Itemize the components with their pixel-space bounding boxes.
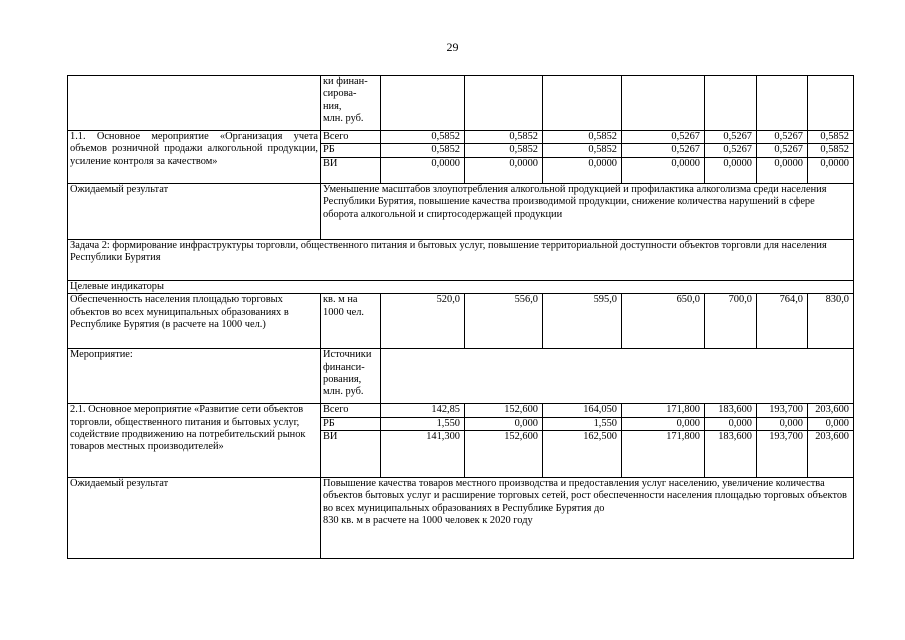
indicator-value: 764,0	[757, 294, 808, 349]
expected-result-text: Повышение качества товаров местного производства и предоставления услуг населению, увеличение количества объектов бытовых услуг и расширение торговых сетей, рост обеспеченности населения площадью торговых объектов во всех муниципальных образованиях в Республике Бурятия до 830 кв. м в расчете на 1000 человек к 2020 году	[321, 478, 854, 559]
expected-result-1-row	[68, 183, 854, 239]
indicator-row	[68, 294, 854, 349]
value-cell: 171,800	[622, 404, 705, 417]
page-number: 29	[446, 40, 459, 54]
value-cell: 0,5852	[808, 144, 854, 157]
indicator-value: 830,0	[808, 294, 854, 349]
event-2-row-total	[68, 404, 854, 417]
indicator-value: 556,0	[465, 294, 543, 349]
value-cell: 1,550	[543, 417, 622, 430]
value-cell: 183,600	[705, 431, 757, 478]
value-cell: 193,700	[757, 404, 808, 417]
value-cell: 0,5852	[465, 131, 543, 144]
value-cell: 171,800	[622, 431, 705, 478]
value-cell: 0,5852	[465, 144, 543, 157]
event-2-label: 2.1. Основное мероприятие «Развитие сети объектов торговли, общественного питания и бытовых услуг, содействие продвижению на потребительский рынок товаров местных производителей»	[68, 404, 321, 478]
indicators-header-row	[68, 280, 854, 293]
source-label: РБ	[321, 144, 381, 157]
value-cell: 0,0000	[381, 157, 465, 183]
value-cell: 0,5267	[622, 144, 705, 157]
value-cell: 203,600	[808, 404, 854, 417]
value-cell: 0,000	[465, 417, 543, 430]
value-cell: 0,0000	[465, 157, 543, 183]
value-cell: 0,5852	[381, 131, 465, 144]
value-cell: 141,300	[381, 431, 465, 478]
indicator-value: 595,0	[543, 294, 622, 349]
expected-result-text: Уменьшение масштабов злоупотребления алкогольной продукцией и профилактика алкоголизма среди населения Республики Бурятия, повышение качества производимой продукции, снижение количества нарушений в сфере оборота алкогольной и спиртосодержащей продукции	[321, 183, 854, 239]
expected-result-label: Ожидаемый результат	[68, 478, 321, 559]
value-cell: 164,050	[543, 404, 622, 417]
source-label: ВИ	[321, 157, 381, 183]
value-cell: 152,600	[465, 404, 543, 417]
indicator-value: 700,0	[705, 294, 757, 349]
value-cell: 152,600	[465, 431, 543, 478]
value-cell: 0,5267	[622, 131, 705, 144]
value-cell: 0,5267	[757, 131, 808, 144]
source-label: Всего	[321, 131, 381, 144]
value-cell: 0,5852	[543, 131, 622, 144]
indicator-value: 650,0	[622, 294, 705, 349]
expected-result-2-row	[68, 478, 854, 559]
value-cell: 0,5852	[808, 131, 854, 144]
value-cell: 0,000	[705, 417, 757, 430]
value-cell: 0,000	[622, 417, 705, 430]
value-cell: 193,700	[757, 431, 808, 478]
continuation-header-row	[68, 76, 854, 131]
measure-header-row	[68, 349, 854, 404]
financing-source-caption: ки финан- сирова- ния, млн. руб.	[321, 76, 381, 131]
task-2-row	[68, 239, 854, 280]
value-cell: 0,000	[757, 417, 808, 430]
value-cell: 203,600	[808, 431, 854, 478]
value-cell: 0,000	[808, 417, 854, 430]
value-cell: 0,0000	[705, 157, 757, 183]
source-label: Всего	[321, 404, 381, 417]
value-cell: 0,0000	[543, 157, 622, 183]
indicator-unit: кв. м на 1000 чел.	[321, 294, 381, 349]
expected-result-label: Ожидаемый результат	[68, 183, 321, 239]
financing-source-caption: Источники финанси- рования, млн. руб.	[321, 349, 381, 404]
value-cell: 0,0000	[757, 157, 808, 183]
task-2-text: Задача 2: формирование инфраструктуры торговли, общественного питания и бытовых услуг, повышение территориальной доступности объектов торговли для населения Республики Бурятия	[68, 239, 854, 280]
value-cell: 0,5267	[705, 144, 757, 157]
event-1-label: 1.1. Основное мероприятие «Организация учета объемов розничной продажи алкогольной продукции, усиление контроля за качеством»	[68, 131, 321, 184]
program-table	[67, 75, 854, 559]
empty-cell	[68, 76, 321, 131]
value-cell: 0,5267	[757, 144, 808, 157]
value-cell: 183,600	[705, 404, 757, 417]
value-cell: 1,550	[381, 417, 465, 430]
source-label: РБ	[321, 417, 381, 430]
source-label: ВИ	[321, 431, 381, 478]
value-cell: 0,0000	[808, 157, 854, 183]
event-1-row-total	[68, 131, 854, 144]
value-cell: 142,85	[381, 404, 465, 417]
indicators-header: Целевые индикаторы	[68, 280, 854, 293]
value-cell: 162,500	[543, 431, 622, 478]
value-cell: 0,0000	[622, 157, 705, 183]
value-cell: 0,5852	[543, 144, 622, 157]
measure-label: Мероприятие:	[68, 349, 321, 404]
indicator-label: Обеспеченность населения площадью торговых объектов во всех муниципальных образованиях в Республике Бурятия (в расчете на 1000 чел.)	[68, 294, 321, 349]
indicator-value: 520,0	[381, 294, 465, 349]
value-cell: 0,5852	[381, 144, 465, 157]
value-cell: 0,5267	[705, 131, 757, 144]
